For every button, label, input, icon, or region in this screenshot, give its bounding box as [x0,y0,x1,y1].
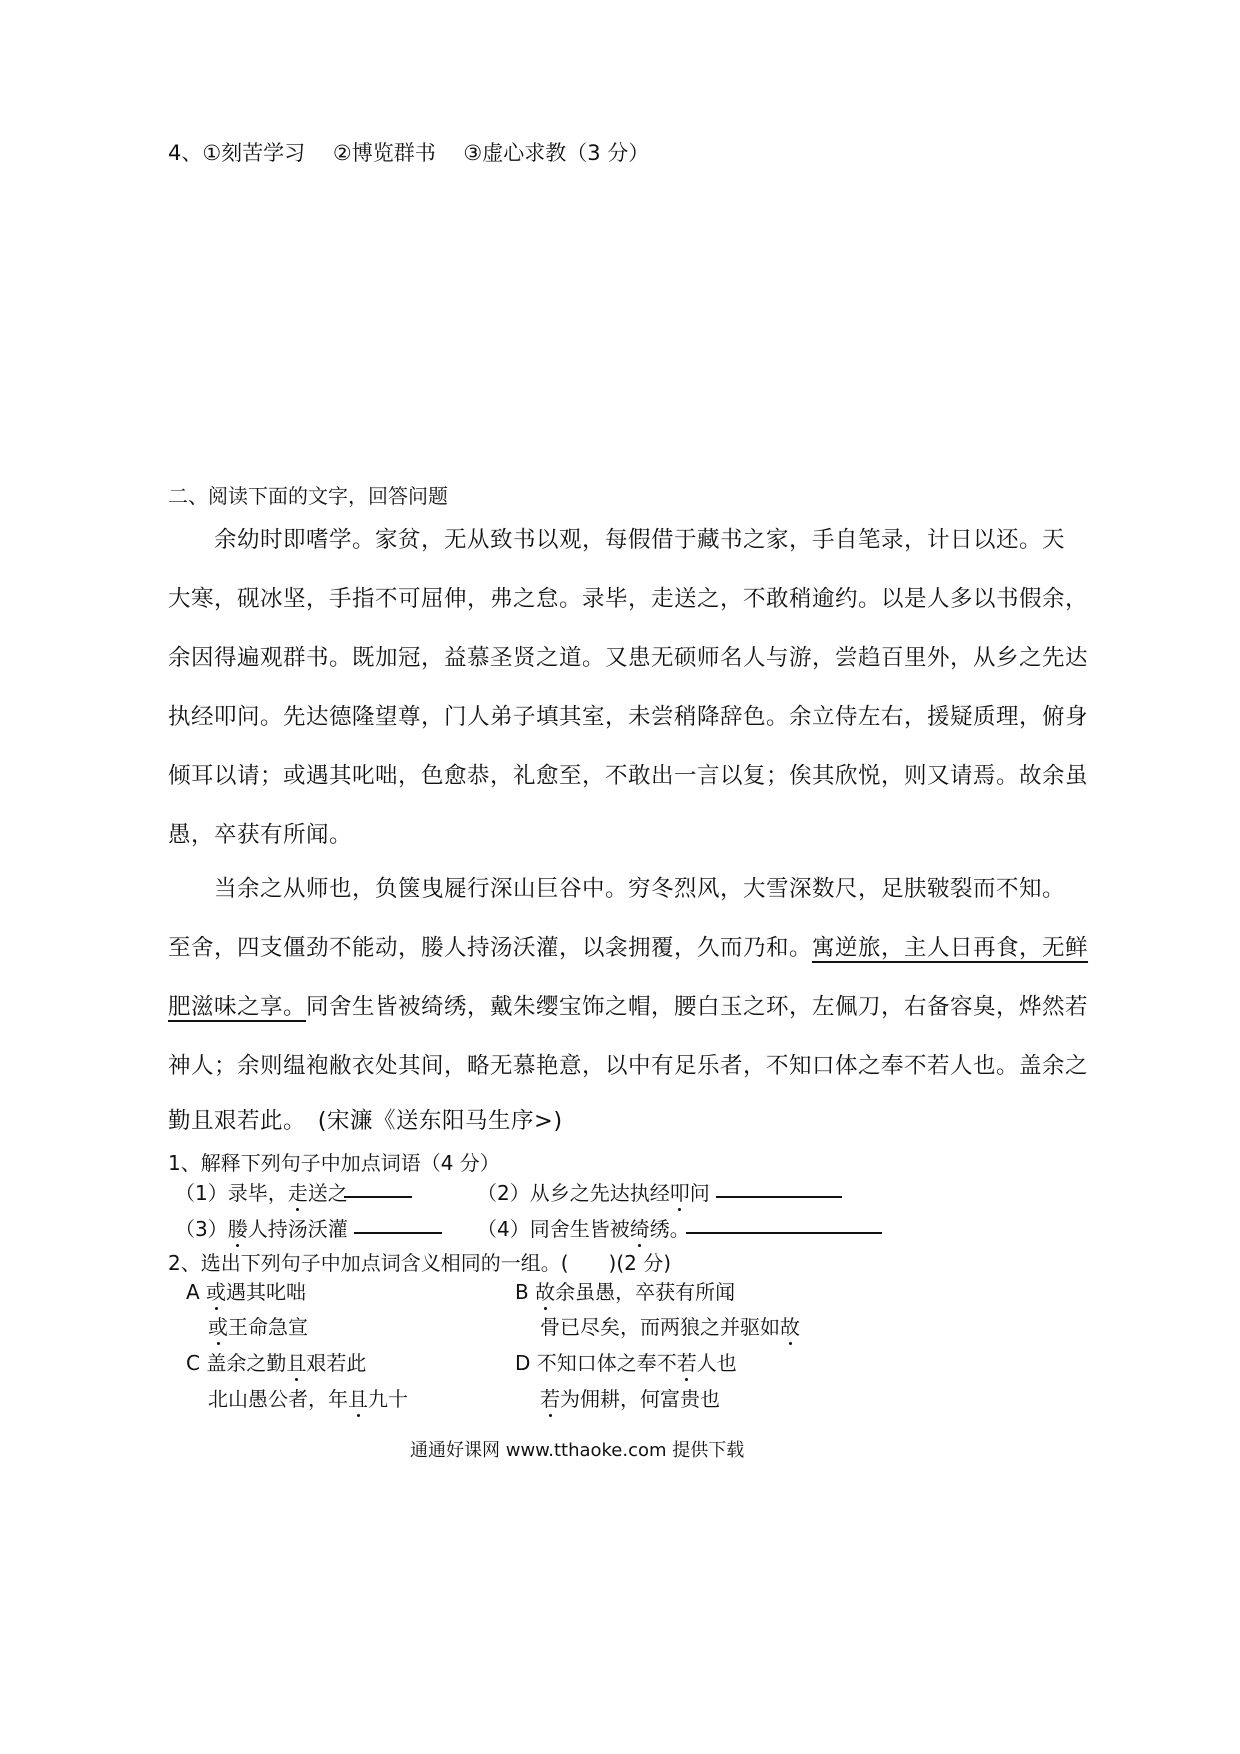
passage-text: 同舍生皆被绮绣，戴朱缨宝饰之帽，腰白玉之环，左佩刀，右备容臭，烨然若 [306,994,1089,1020]
dotted-word: 或 [206,1276,226,1305]
passage-line: 执经叩问。先达德隆望尊，门人弟子填其室，未尝稍降辞色。余立侍左右，援疑质理，俯身 [168,704,1089,730]
option-a-line-2 [208,1311,308,1340]
option-text: 遇其叱咄 [226,1280,307,1304]
dotted-word: 故 [535,1276,555,1305]
answer-blank-3[interactable] [354,1232,442,1234]
passage-line [168,930,1088,962]
dotted-word: 媵 [228,1213,248,1242]
passage-line [168,989,1088,1021]
passage-line: 当余之从师也，负箧曳屣行深山巨谷中。穷冬烈风，大雪深数尺，足肤皲裂而不知。 [214,876,1066,902]
option-text: 艰若此 [306,1351,367,1375]
passage-line: 余因得遍观群书。既加冠，益慕圣贤之道。又患无硕师名人与游，尝趋百里外，从乡之先达 [168,645,1089,671]
q1-text: 送之 [307,1181,348,1205]
passage-text: 至舍，四支僵劲不能动，媵人持汤沃灌，以衾拥覆，久而乃和。 [168,935,813,961]
section-heading: 二、阅读下面的文字，回答问题 [168,484,448,508]
option-text: D 不知口体之奉不 [515,1351,677,1375]
option-c-line-1 [186,1347,366,1376]
answer-blank-1[interactable] [344,1196,412,1198]
option-text: 人也 [696,1351,737,1375]
option-b-line-2 [540,1311,800,1340]
q1-text: （4）同舍生皆被 [477,1217,630,1241]
option-b-line-1 [515,1276,735,1305]
dotted-word: 且 [286,1347,306,1376]
passage-line: 大寒，砚冰坚，手指不可屈伸，弗之怠。录毕，走送之，不敢稍逾约。以是人多以书假余， [168,586,1089,612]
q1-item-2 [477,1177,710,1206]
question-2-stem: 2、选出下列句子中加点词含义相同的一组。( )(2 分) [168,1251,672,1275]
dotted-word: 或 [208,1311,228,1340]
answer-blank-4[interactable] [686,1232,882,1234]
q1-text: 人持汤沃灌 [247,1217,348,1241]
q1-text: （3） [175,1217,228,1241]
underlined-sentence: 寓逆旅，主人日再食，无鲜 [812,935,1089,961]
passage-line: 愚，卒获有所闻。 [168,822,353,848]
option-d-line-2 [540,1383,720,1412]
option-text: A [186,1280,207,1304]
dotted-word: 走 [288,1177,308,1206]
dotted-word: 且 [348,1383,368,1412]
q1-text: （2）从乡之先达执经 [477,1181,670,1205]
passage-line: 勤且艰若此。 (宋濂《送东阳马生序>) [168,1108,563,1134]
dotted-word: 若 [540,1383,560,1412]
dotted-word: 叩 [670,1177,690,1206]
q1-text: 问 [689,1181,710,1205]
passage-line: 倾耳以请；或遇其叱咄，色愈恭，礼愈至，不敢出一言以复；俟其欣悦，则又请焉。故余虽 [168,763,1089,789]
option-text: 骨已尽矣，而两狼之并驱如 [540,1315,780,1339]
answer-blank-2[interactable] [716,1196,842,1198]
option-text: 北山愚公者，年 [208,1387,348,1411]
option-d-line-1 [515,1347,737,1376]
option-text: B [515,1280,536,1304]
page-footer: 通通好课网 www.tthaoke.com 提供下载 [410,1440,745,1461]
question-1-stem: 1、解释下列句子中加点词语（4 分） [168,1151,500,1175]
q1-item-3 [175,1213,348,1242]
option-text: C 盖余之勤 [186,1351,287,1375]
dotted-word: 若 [677,1347,697,1376]
passage-line: 余幼时即嗜学。家贫，无从致书以观，每假借于藏书之家，手自笔录，计日以还。天 [214,527,1066,553]
dotted-word: 绮 [630,1213,650,1242]
dotted-word: 故 [780,1311,800,1340]
option-text: 为佣耕，何富贵也 [560,1387,720,1411]
option-text: 九十 [368,1387,408,1411]
q1-item-4 [477,1213,690,1242]
option-text: 余虽愚，卒获有所闻 [555,1280,736,1304]
passage-line: 神人；余则缊袍敝衣处其间，略无慕艳意，以中有足乐者，不知口体之奉不若人也。盖余之 [168,1053,1089,1079]
q1-text: 绣。 [649,1217,690,1241]
q1-text: （1）录毕， [175,1181,288,1205]
option-text: 王命急宣 [228,1315,308,1339]
q1-item-1 [175,1177,348,1206]
option-c-line-2 [208,1383,408,1412]
underlined-sentence: 肥滋味之享。 [168,994,307,1020]
answer-4: 4、①刻苦学习 ②博览群书 ③虚心求教（3 分） [168,141,650,165]
option-a-line-1 [186,1276,306,1305]
